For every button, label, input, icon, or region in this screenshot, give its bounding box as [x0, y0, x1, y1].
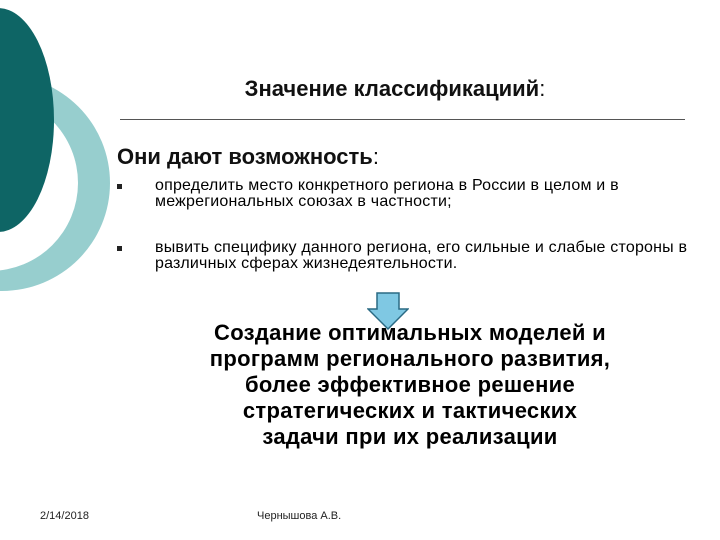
footer-author: Чернышова А.В.	[257, 510, 342, 522]
subheading	[117, 144, 379, 170]
slide-title-colon: :	[539, 76, 546, 101]
conclusion-line: программ регионального развития,	[209, 346, 611, 371]
conclusion-line: стратегических и тактических	[242, 398, 578, 423]
slide-title	[0, 76, 720, 102]
conclusion-line: задачи при их реализации	[262, 424, 558, 449]
slide-title-text: Значение классификациий	[244, 76, 540, 101]
subheading-text: Они дают возможность	[117, 144, 373, 169]
bullet-text: вывить специфику данного региона, его сильные и слабые стороны в различных сферах жизнедеятельности.	[155, 239, 688, 272]
title-divider	[120, 119, 685, 120]
conclusion-text	[115, 320, 705, 450]
bullet-text: определить место конкретного региона в России в целом и в межрегиональных союзах в частности;	[155, 177, 619, 210]
conclusion-line: Создание оптимальных моделей и	[214, 320, 606, 345]
footer-date: 2/14/2018	[40, 510, 89, 522]
subheading-colon: :	[372, 144, 379, 169]
conclusion-line: более эффективное решение	[244, 372, 576, 397]
square-bullet-icon	[117, 184, 122, 189]
square-bullet-icon	[117, 246, 122, 251]
